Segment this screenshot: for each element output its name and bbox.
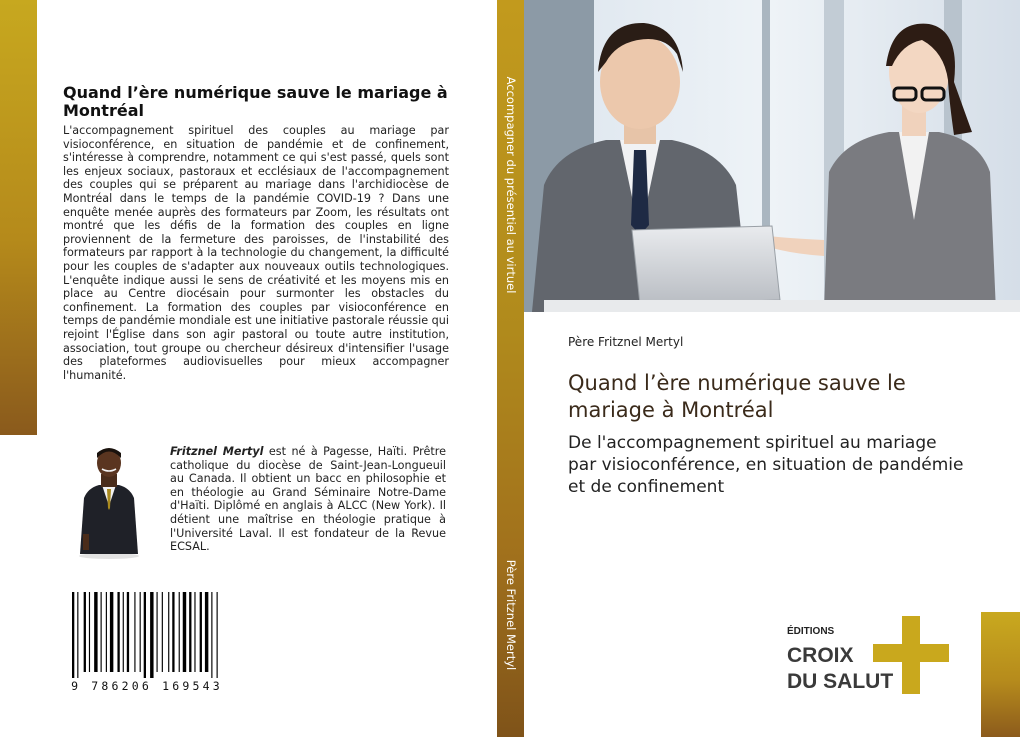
barcode-bar (89, 592, 90, 672)
spine (497, 0, 524, 737)
barcode-bar (117, 592, 119, 672)
business-meeting-photo (524, 0, 1020, 312)
barcode-bar (162, 592, 163, 672)
front-subtitle: De l'accompagnement spirituel au mariage par visioconférence, en situation de pandémie et de confinement (568, 433, 964, 497)
barcode-bar (134, 592, 135, 672)
barcode-bar (189, 592, 191, 672)
author-photo (66, 442, 152, 560)
publisher-line2: CROIX (787, 644, 854, 667)
publisher-logo (787, 612, 962, 700)
back-summary: L'accompagnement spirituel des couples au mariage par visioconférence, en situation de pandémie et de confinement, s'intéresse à comprendre, notamment ce qui s'est passé, quels sont les enjeux sociaux, pastoraux et ecclésiaux de l'accompagnement des couples qui se préparent au mariage dans l'archidiocèse de Montréal dans le temps de la pandémie COVID-19 ? Dans une enquête menée auprès des formateurs par Zoom, les résultats ont montré que les défis de la formation des couples en ligne proviennent de la fermeture des paroisses, de l'instabilité des formateurs par rapport à la technologie du changement, la difficulté pour les couples de s'adapter aux nouveaux outils technologiques. L'enquête indique aussi le sens de créativité et les moyens mis en place au Centre diocésain pour surmonter les obstacles du confinement. La formation des couples par visioconférence en temps de pandémie mondiale est une initiative pastorale réussie qui rejoint l'Église dans son agir pastoral ou toute autre institution, association, tout groupe ou chercheur désireux d'intensifier l'usage des plateformes audiovisuelles pour mieux accompagner l'humanité. (63, 124, 449, 382)
front-cover (524, 0, 1020, 737)
spine-author: Père Fritznel Mertyl (503, 559, 518, 671)
barcode-bar (183, 592, 186, 672)
barcode-bar (211, 592, 212, 678)
barcode-digits: 9 786206 169543 (71, 679, 223, 693)
author-bio-text: est né à Pagesse, Haïti. Prêtre catholique du diocèse de Saint-Jean-Longueuil au Canada. Il obtient un bacc en philosophie et en théologie au Grand Séminaire Notre-Dame d'Haïti. Diplômé en anglais à ALCC (New York). Il détient une maîtrise en théologie pratique à l'Université Laval. Il est fondateur de la Revue ECSAL. (170, 445, 447, 554)
barcode-bar (194, 592, 195, 672)
barcode-bar (77, 592, 78, 678)
barcode-bar (110, 592, 113, 672)
barcode-bar (157, 592, 158, 672)
barcode-bar (217, 592, 218, 678)
barcode-bar (172, 592, 174, 672)
barcode-bar (84, 592, 86, 672)
barcode-bar (179, 592, 180, 672)
barcode (62, 590, 232, 694)
barcode-bar (144, 592, 146, 678)
barcode-bar (101, 592, 102, 672)
barcode-bar (205, 592, 208, 672)
author-bio (170, 445, 446, 554)
back-title: Quand l’ère numérique sauve le mariage à Montréal (63, 83, 448, 120)
barcode-bar (140, 592, 141, 672)
front-author: Père Fritznel Mertyl (568, 335, 684, 349)
back-cover (0, 0, 497, 737)
publisher-line1: ÉDITIONS (787, 626, 835, 637)
barcode-bar (200, 592, 202, 672)
barcode-bar (123, 592, 124, 672)
front-title: Quand l’ère numérique sauve le mariage à Montréal (568, 371, 906, 422)
spine-title: Accompagner du présentiel au virtuel (503, 76, 518, 294)
barcode-bar (127, 592, 129, 672)
front-gold-bar (981, 612, 1020, 737)
back-gold-bar (0, 0, 37, 435)
barcode-bar (106, 592, 107, 672)
author-bio-name: Fritznel Mertyl (170, 445, 264, 458)
barcode-bar (72, 592, 74, 678)
barcode-bar (168, 592, 169, 672)
barcode-bar (150, 592, 153, 678)
publisher-line3: DU SALUT (787, 670, 894, 693)
barcode-bar (94, 592, 97, 672)
